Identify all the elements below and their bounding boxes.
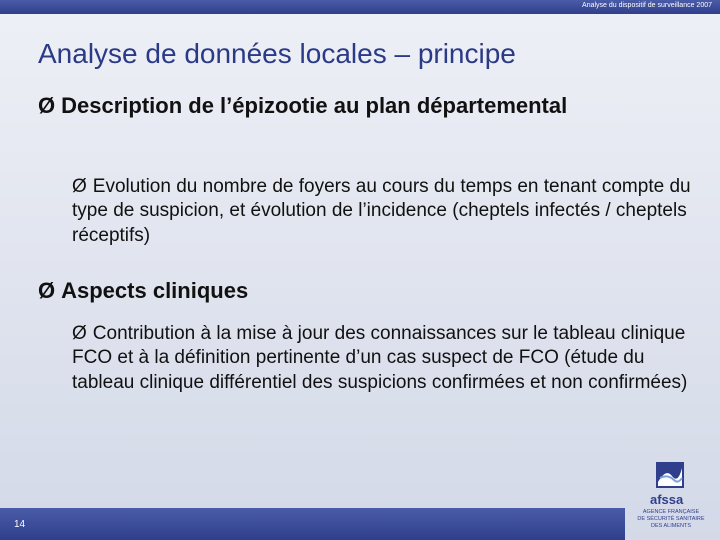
bullet-level1-description: [38, 92, 598, 120]
bullet-level2-contribution: [72, 322, 692, 395]
logo-line-3: DES ALIMENTS: [650, 522, 692, 529]
arrow-bullet-icon: Ø: [72, 323, 87, 344]
bullet-text: Aspects cliniques: [61, 278, 249, 303]
arrow-bullet-icon: Ø: [72, 176, 87, 197]
bullet-text: Evolution du nombre de foyers au cours du temps en tenant compte du type de suspicion, et évolution de l’incidence (cheptels infectés / cheptels réceptifs): [72, 176, 691, 246]
bullet-text: Contribution à la mise à jour des connaissances sur le tableau clinique FCO et à la définition pertinente d’un cas suspect de FCO (étude du tableau clinique différentiel des suspicions confirmées et non confirmées): [72, 323, 688, 393]
logo-line-2: DE SÉCURITÉ SANITAIRE: [637, 515, 705, 522]
page-number: 14: [14, 519, 26, 530]
bullet-level2-evolution: [72, 175, 692, 248]
arrow-bullet-icon: Ø: [38, 278, 56, 303]
arrow-bullet-icon: Ø: [38, 93, 56, 118]
header-bar: [0, 0, 720, 14]
bullet-level1-aspects: [38, 277, 598, 305]
slide-title: Analyse de données locales – principe: [38, 38, 516, 69]
logo-wordmark: afssa: [650, 492, 684, 507]
bullet-text: Description de l’épizootie au plan départemental: [61, 93, 568, 118]
logo-caption: [626, 509, 716, 530]
logo-line-1: AGENCE FRANÇAISE: [642, 509, 700, 515]
running-title: Analyse du dispositif de surveillance 2007: [582, 2, 712, 9]
footer-bar: [0, 508, 625, 540]
